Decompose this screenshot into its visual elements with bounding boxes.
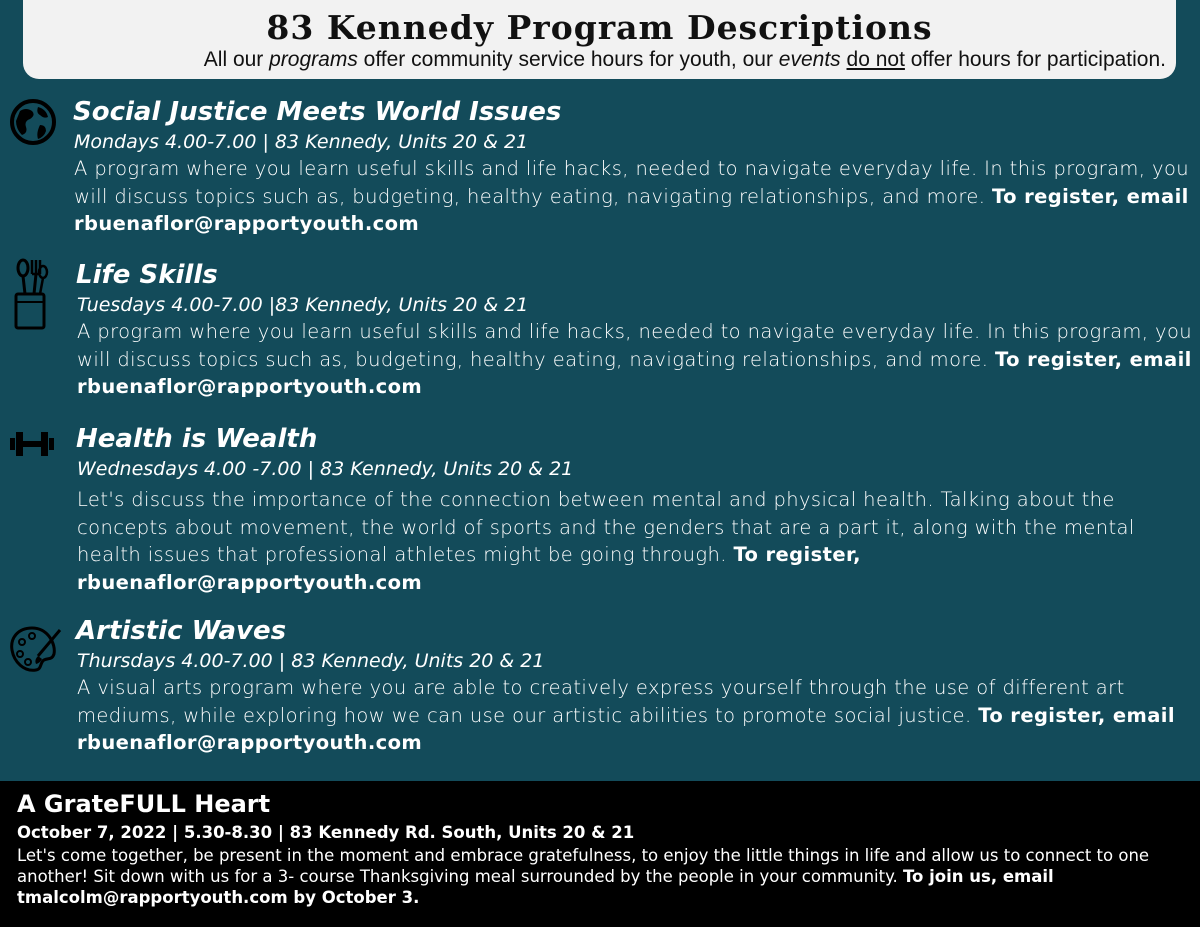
kitchen-utensils-icon xyxy=(10,256,50,332)
program-description: Let's discuss the importance of the connection between mental and physical health. Talking about the concepts about movement, the world of sports and the genders that are a part it, along with the mental health issues that professional athletes might be going through. To register, rbuenaflor@rapportyouth.com xyxy=(77,488,1135,594)
program-title: Social Justice Meets World Issues xyxy=(73,97,562,127)
register-info: To register, rbuenaflor@rapportyouth.com xyxy=(77,543,861,594)
event-title: A GrateFULL Heart xyxy=(17,790,271,818)
program-description: A visual arts program where you are able to creatively express yourself through the use of different art mediums, while exploring how we can use our artistic abilities to promote social justice. To register, email rbuenaflor@rapportyouth.com xyxy=(77,676,1175,754)
program-schedule: Wednesdays 4.00 -7.00 | 83 Kennedy, Units 20 & 21 xyxy=(77,458,574,480)
program-schedule: Tuesdays 4.00-7.00 |83 Kennedy, Units 20 & 21 xyxy=(77,294,529,316)
dumbbell-icon xyxy=(8,428,56,460)
globe-icon xyxy=(8,97,58,147)
event-footer xyxy=(0,781,1200,927)
event-register-info: To join us, email tmalcolm@rapportyouth.com by October 3. xyxy=(17,867,1054,907)
page-title: 83 Kennedy Program Descriptions xyxy=(266,8,933,47)
event-schedule: October 7, 2022 | 5.30-8.30 | 83 Kennedy Rd. South, Units 20 & 21 xyxy=(17,823,635,842)
program-description: A program where you learn useful skills and life hacks, needed to navigate everyday life. In this program, you will discuss topics such as, budgeting, healthy eating, navigating relationships, and more. To register, email rbuenaflor@rapportyouth.com xyxy=(74,157,1190,235)
program-schedule: Mondays 4.00-7.00 | 83 Kennedy, Units 20 & 21 xyxy=(74,131,529,153)
program-title: Artistic Waves xyxy=(76,616,287,646)
program-title: Life Skills xyxy=(76,260,218,290)
program-description: A program where you learn useful skills and life hacks, needed to navigate everyday life. In this program, you will discuss topics such as, budgeting, healthy eating, navigating relationships, and more. To register, email rbuenaflor@rapportyouth.com xyxy=(77,320,1193,398)
program-title: Health is Wealth xyxy=(76,424,318,454)
register-info: To register, email rbuenaflor@rapportyouth.com xyxy=(77,703,1175,754)
header-banner xyxy=(23,0,1176,79)
page-subtitle: All our programs offer community service hours for youth, our events do not offer hours for participation. xyxy=(203,48,1166,71)
paint-palette-icon xyxy=(8,624,64,678)
register-info: To register, email rbuenaflor@rapportyouth.com xyxy=(77,347,1192,398)
program-schedule: Thursdays 4.00-7.00 | 83 Kennedy, Units 20 & 21 xyxy=(77,650,545,672)
register-info: To register, email rbuenaflor@rapportyouth.com xyxy=(74,184,1189,235)
event-description: Let's come together, be present in the moment and embrace gratefulness, to enjoy the little things in life and allow us to connect to one another! Sit down with us for a 3- course Thanksgiving meal surrounded by the people in your community. To join us, email tmalcolm@rapportyouth.com by October 3. xyxy=(17,846,1150,907)
